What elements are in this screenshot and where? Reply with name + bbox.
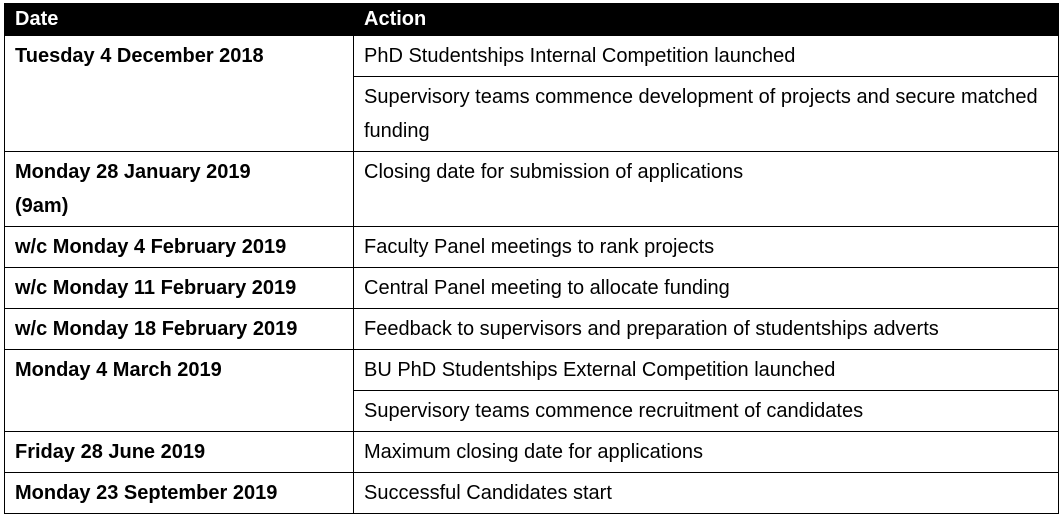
header-date: Date <box>5 4 354 36</box>
timeline-table-container <box>4 3 1058 514</box>
action-cell: Closing date for submission of applications <box>354 152 1059 227</box>
table-row <box>5 432 1059 473</box>
date-cell: Monday 28 January 2019 (9am) <box>5 152 354 227</box>
action-cell: Supervisory teams commence recruitment of candidates <box>354 391 1059 432</box>
action-cell: Central Panel meeting to allocate funding <box>354 268 1059 309</box>
date-cell: w/c Monday 4 February 2019 <box>5 227 354 268</box>
table-row <box>5 309 1059 350</box>
date-cell: Monday 4 March 2019 <box>5 350 354 432</box>
table-row <box>5 350 1059 391</box>
action-cell: Maximum closing date for applications <box>354 432 1059 473</box>
date-cell: Tuesday 4 December 2018 <box>5 36 354 152</box>
table-row <box>5 268 1059 309</box>
action-cell: Supervisory teams commence development of projects and secure matched funding <box>354 77 1059 152</box>
date-cell: Friday 28 June 2019 <box>5 432 354 473</box>
timeline-table <box>4 3 1059 514</box>
action-cell: Successful Candidates start <box>354 473 1059 514</box>
action-cell: BU PhD Studentships External Competition launched <box>354 350 1059 391</box>
header-row <box>5 4 1059 36</box>
table-row <box>5 227 1059 268</box>
date-cell: Monday 23 September 2019 <box>5 473 354 514</box>
action-cell: Feedback to supervisors and preparation of studentships adverts <box>354 309 1059 350</box>
table-row <box>5 152 1059 227</box>
action-cell: Faculty Panel meetings to rank projects <box>354 227 1059 268</box>
date-cell: w/c Monday 18 February 2019 <box>5 309 354 350</box>
date-cell: w/c Monday 11 February 2019 <box>5 268 354 309</box>
action-cell: PhD Studentships Internal Competition launched <box>354 36 1059 77</box>
table-row <box>5 473 1059 514</box>
table-row <box>5 36 1059 77</box>
header-action: Action <box>354 4 1059 36</box>
